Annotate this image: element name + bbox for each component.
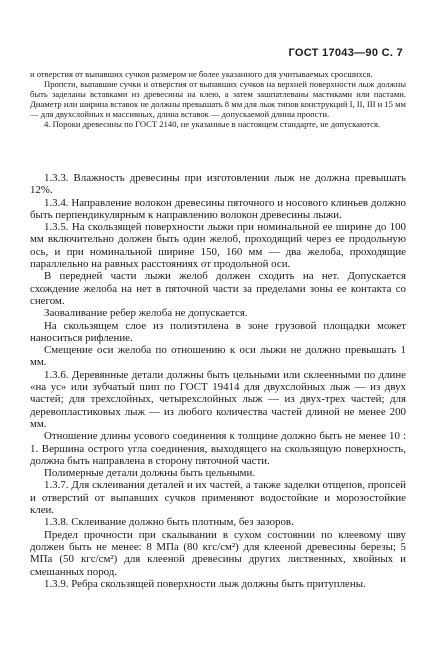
paragraph-joint-ratio: Отношение длины усового соединения к толщине должно быть не менее 10 : 1. Вершина острого угла соединения, выходящего на скользящую поверхность, должна быть направлена в сторону пяточной части. [30,430,406,467]
notes-section [30,70,406,129]
paragraph-ribbing: На скользящем слое из полиэтилена в зоне грузовой площадки может наноситься рифление. [30,319,406,344]
paragraph-groove-front: В передней части лыжи желоб должен сходить на нет. Допускается схождение желоба на нет в пяточной части за пределами зоны ее контакта со снегом. [30,270,406,307]
paragraph-polymer-parts: Полимерные детали должны быть цельными. [44,467,256,480]
paragraph-1-3-3: 1.3.3. Влажность древесины при изготовлении лыж не должна превышать 12%. [30,172,406,197]
paragraph-1-3-5: 1.3.5. На скользящей поверхности лыжи при номинальной ее ширине до 100 мм включительно должен быть один желоб, проходящий через ее продольную ось, и при номинальной ширине 150, 160 мм — два желоба, проходящие параллельно на равных расстояниях от продольной оси. [30,221,406,271]
note-4: 4. Пороки древесины по ГОСТ 2140, не указанные в настоящем стандарте, не допускаются. [44,118,381,129]
note-continuation: и отверстия от выпавших сучков размером не более указанного для учитываемых сросшихся. [30,69,373,79]
paragraph-groove-edges: Заоваливание ребер желоба не допускается. [44,307,248,320]
paragraph-shear-strength: Предел прочности при скалывании в сухом состоянии по клеевому шву должен быть не менее: 8 МПа (80 кгс/см²) для клееной древесины березы; 5 МПа (50 кгс/см²) для клееной древесины других лиственных, хвойных и смешанных пород. [30,528,406,578]
paragraph-groove-offset: Смещение оси желоба по отношению к оси лыжи не должно превышать 1 мм. [30,344,406,369]
main-text [30,172,406,590]
note-paragraph: Пропсти, выпавшие сучки и отверстия от выпавших сучков на верхней поверхности лыж должны быть заделаны вставками из древесины на клею, а затем зашпатлеваны мастиками или пастами. Диаметр или ширина вставок не должны превышать 8 мм для лыж типов конструкций I, II, III и 15 мм — для двухслойных и массивных, длина вставок — допускаемой длины пропсти. [30,78,406,119]
paragraph-1-3-6: 1.3.6. Деревянные детали должны быть цельными или склеенными по длине «на ус» или зубчатый шип по ГОСТ 19414 для двухслойных лыж — из двух частей; для трехслойных, четырехслойных лыж — из двух-трех частей; для деревопластиковых лыж — из любого количества частей длиной не менее 200 мм. [30,368,406,430]
page-header: ГОСТ 17043—90 С. 7 [288,47,403,59]
paragraph-1-3-7: 1.3.7. Для склеивания деталей и их частей, а также заделки отщепов, пропсей и отверстий от выпавших сучков применяют водостойкие и морозостойкие клеи. [30,479,406,517]
paragraph-1-3-8: 1.3.8. Склеивание должно быть плотным, без зазоров. [44,516,294,529]
paragraph-1-3-9: 1.3.9. Ребра скользящей поверхности лыж должны быть притуплены. [44,577,366,590]
paragraph-1-3-4: 1.3.4. Направление волокон древесины пяточного и носового клиньев должно быть перпендикулярным к направлению волокон древесины лыжи. [30,196,406,221]
